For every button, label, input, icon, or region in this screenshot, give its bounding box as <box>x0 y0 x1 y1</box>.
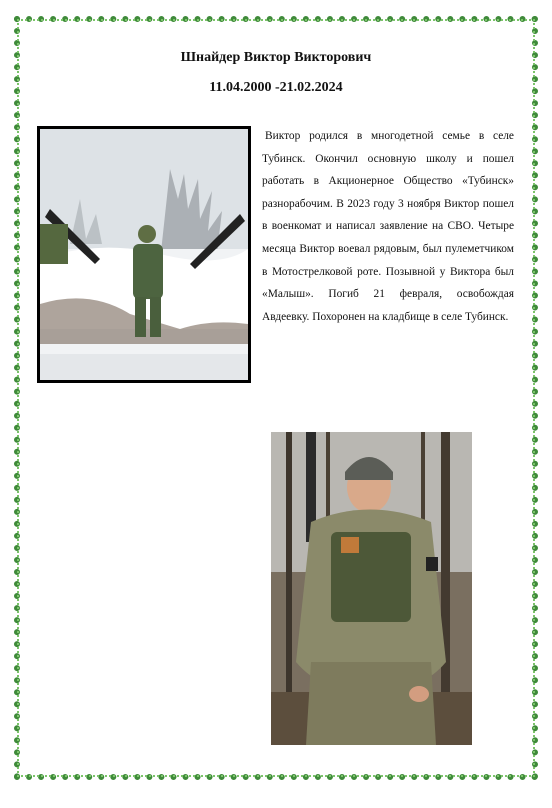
photo-soldier-snow <box>37 126 251 383</box>
biography-paragraph: Виктор родился в многодетной семье в селе Тубинск. Окончил основную школу и пошел работать в Акционерное Общество «Тубинск» разнорабочим. В 2023 году 3 ноября Виктор пошел в военкомат и написал заявление на СВО. Четыре месяца Виктор воевал рядовым, был пулеметчиком в Мотострелковой роте. Позывной у Виктора был «Малыш». Погиб 21 февраля, освобождая Авдеевку. Похоронен на кладбище в селе Тубинск. <box>262 130 514 323</box>
photo-soldier-forest <box>271 432 472 745</box>
page-title: Шнайдер Виктор Викторович <box>180 50 372 65</box>
life-dates: 11.04.2000 -21.02.2024 <box>209 80 343 95</box>
biography-text <box>262 125 514 328</box>
